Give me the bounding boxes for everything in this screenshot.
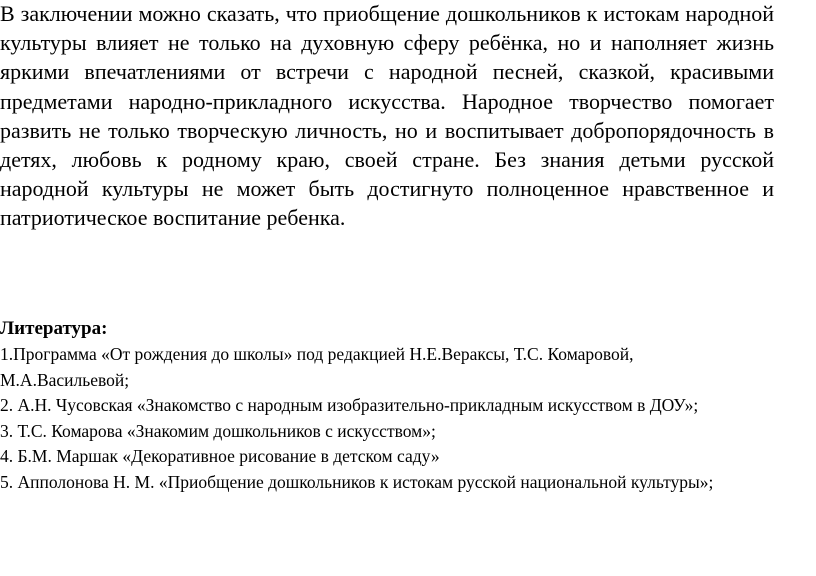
conclusion-paragraph: В заключении можно сказать, что приобщение дошкольников к истокам народной культуры влияет не только на духовную сферу ребёнка, но и наполняет жизнь яркими впечатлениями от встречи с народной песней, сказкой, красивыми предметами народно-прикладного искусства. Народное творчество помогает развить не только творческую личность, но и воспитывает добропорядочность в детях, любовь к родному краю, своей стране. Без знания детьми русской народной культуры не может быть достигнуто полноценное нравственное и патриотическое воспитание ребенка. [0, 1, 774, 231]
literature-item: 1.Программа «От рождения до школы» под редакцией Н.Е.Вераксы, Т.С. Комаровой, М.А.Васильевой; [0, 344, 634, 390]
literature-item: 5. Апполонова Н. М. «Приобщение дошкольников к истокам русской национальной культуры»; [0, 471, 714, 492]
literature-item: 4. Б.М. Маршак «Декоративное рисование в детском саду» [0, 446, 440, 466]
literature-heading: Литература: [0, 318, 108, 339]
literature-list [0, 342, 760, 495]
literature-item: 2. А.Н. Чусовская «Знакомство с народным изобразительно-прикладным искусством в ДОУ»; [0, 395, 699, 415]
literature-item: 3. Т.С. Комарова «Знакомим дошкольников с искусством»; [0, 420, 436, 441]
